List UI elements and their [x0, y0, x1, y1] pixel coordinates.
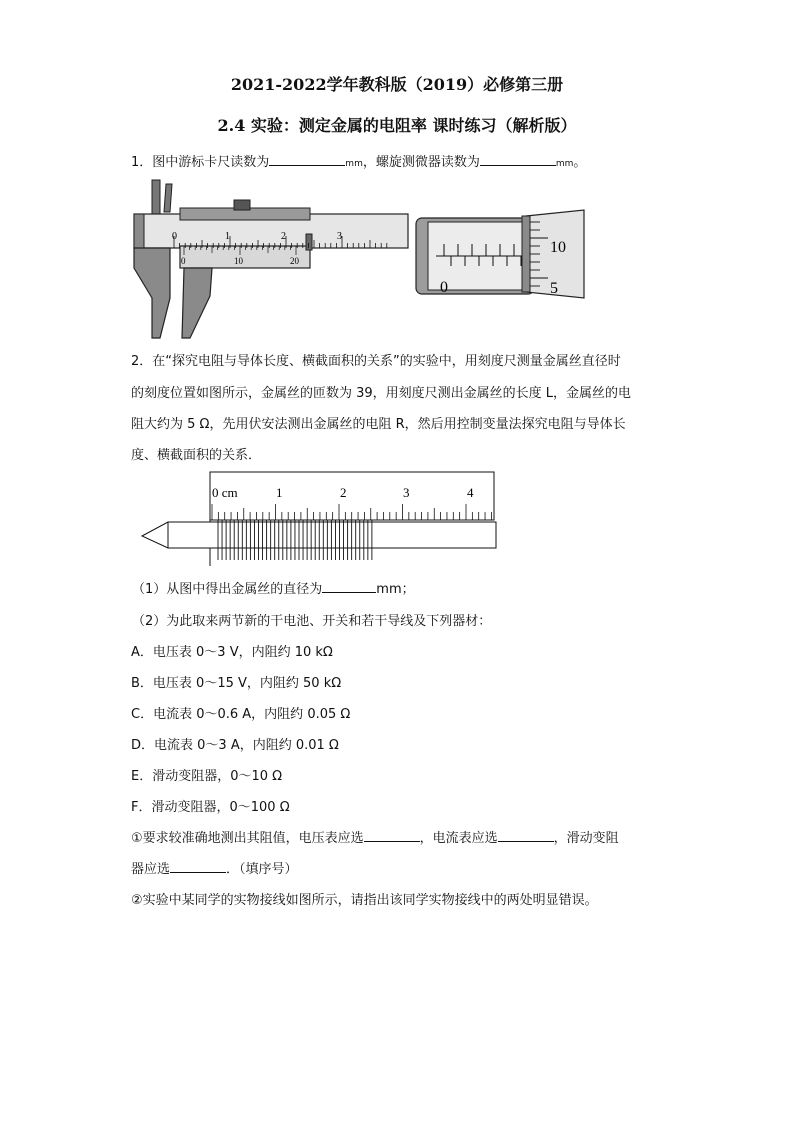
question-text: 器应选	[131, 862, 171, 877]
question-number: 1．	[131, 155, 153, 170]
ruler-label: 0 cm	[212, 485, 238, 500]
sub-question-2: （2）为此取来两节新的干电池、开关和若干导线及下列器材：	[132, 614, 492, 629]
question-2-line: 2．在“探究电阻与导体长度、横截面积的关系”的实验中，用刻度尺测量金属丝直径时	[131, 354, 621, 369]
option-f: F．滑动变阻器，0～100 Ω	[131, 800, 290, 815]
ruler-label: 3	[403, 485, 410, 500]
question-text: ，滑动变阻	[553, 831, 619, 846]
option-b: B．电压表 0～15 V，内阻约 50 kΩ	[131, 676, 342, 691]
question-2-line: 度、横截面积的关系．	[131, 448, 262, 463]
question-2-line: 的刻度位置如图所示，金属丝的匝数为 39，用刻度尺测出金属丝的长度 L，金属丝的电	[131, 386, 632, 401]
question-text: ①要求较准确地测出其阻值，电压表应选	[131, 831, 364, 846]
question-text: 图中游标卡尺读数为	[152, 155, 270, 170]
main-scale-label: 0	[172, 231, 177, 242]
question-text: ，电流表应选	[419, 831, 498, 846]
document-subtitle: 2.4 实验：测定金属的电阻率 课时练习（解析版）	[217, 116, 577, 135]
vernier-scale-label: 20	[290, 256, 299, 266]
question-text: mm；	[376, 582, 415, 597]
question-text: ，螺旋测微器读数为	[362, 155, 480, 170]
answer-blank	[364, 829, 420, 842]
thimble-label: 10	[550, 239, 566, 256]
option-e: E．滑动变阻器，0～10 Ω	[131, 769, 283, 784]
main-scale-label: 1	[225, 231, 230, 242]
vernier-scale-label: 10	[234, 256, 243, 266]
requirement-2: ②实验中某同学的实物接线如图所示，请指出该同学实物接线中的两处明显错误。	[131, 893, 598, 908]
option-a: A．电压表 0～3 V，内阻约 10 kΩ	[131, 645, 333, 660]
question-2-line: 阻大约为 5 Ω，先用伏安法测出金属丝的电阻 R，然后用控制变量法探究电阻与导体长	[131, 417, 626, 432]
main-scale-label: 2	[281, 231, 286, 242]
question-text: ．（填序号）	[226, 862, 298, 877]
requirement-1	[131, 827, 619, 846]
thimble-label: 5	[550, 280, 558, 297]
vernier-scale-label: 0	[181, 256, 186, 266]
option-c: C．电流表 0～0.6 A，内阻约 0.05 Ω	[131, 707, 351, 722]
unit-label: mm	[345, 159, 363, 169]
sleeve-label: 0	[440, 279, 448, 296]
micrometer-figure	[414, 208, 586, 300]
sub-question-1	[132, 578, 415, 597]
unit-label: mm	[555, 159, 574, 169]
answer-blank	[322, 580, 376, 593]
question-1	[131, 151, 586, 170]
ruler-wire-figure	[138, 470, 500, 566]
answer-blank	[480, 153, 556, 166]
question-text: 。	[573, 155, 587, 170]
ruler-label: 2	[340, 485, 347, 500]
ruler-label: 1	[276, 485, 283, 500]
vernier-caliper-figure	[130, 178, 412, 340]
document-title: 2021-2022学年教科版（2019）必修第三册	[230, 75, 564, 94]
main-scale-label: 3	[337, 231, 342, 242]
answer-blank	[498, 829, 554, 842]
question-text: （1）从图中得出金属丝的直径为	[132, 582, 323, 597]
answer-blank	[269, 153, 345, 166]
option-d: D．电流表 0～3 A，内阻约 0.01 Ω	[131, 738, 339, 753]
requirement-1-cont	[131, 858, 298, 877]
ruler-label: 4	[467, 485, 474, 500]
answer-blank	[170, 860, 226, 873]
